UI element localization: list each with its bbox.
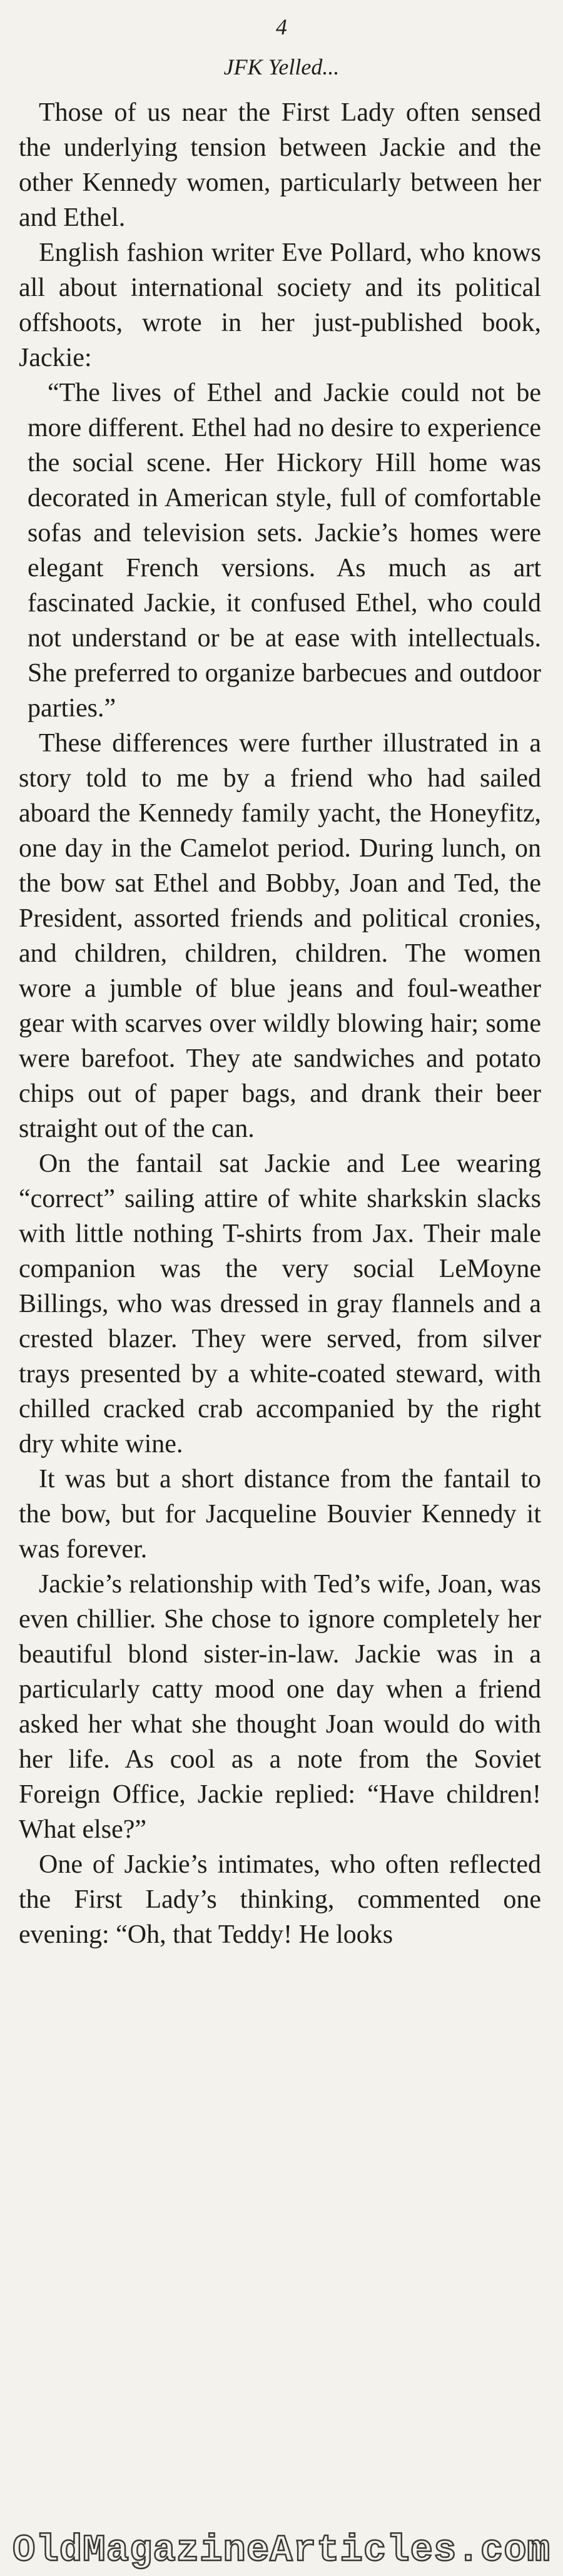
paragraph-quote: “The lives of Ethel and Jackie could not be more different. Ethel had no desire to experience the social scene. Her Hickory Hill home was decorated in American style, full of comfortable sofas and television sets. Jackie’s homes were elegant French versions. As much as art fascinated Jackie, it confused Ethel, who could not understand or be at ease with intellectuals. She preferred to organize barbecues and outdoor parties.” [28, 379, 541, 723]
running-head: JFK Yelled... [223, 54, 340, 79]
watermark-banner [0, 2525, 563, 2570]
paragraph-fantail: On the fantail sat Jackie and Lee wearing “correct” sailing attire of white sharkskin slacks with little nothing T-shirts from Jax. Their male companion was the very social LeMoyne Billings, who was dressed in gray flannels and a crested blazer. They were served, from silver trays presented by a white-coated steward, with chilled cracked crab accompanied by the right dry white wine. [19, 1149, 541, 1459]
paragraph-teddy: One of Jackie’s intimates, who often reflected the First Lady’s thinking, commented one evening: “Oh, that Teddy! He looks [19, 1850, 541, 1949]
page-number: 4 [276, 14, 287, 39]
paragraph-joan: Jackie’s relationship with Ted’s wife, Joan, was even chillier. She chose to ignore completely her beautiful blond sister-in-law. Jackie was in a particularly catty mood one day when a friend asked her what she thought Joan would do with her life. As cool as a note from the Soviet Foreign Office, Jackie replied: “Have children! What else?” [19, 1570, 541, 1844]
watermark-logo [0, 2525, 563, 2570]
paragraph-pollard: English fashion writer Eve Pollard, who knows all about international society and its political offshoots, wrote in her just-published book, Jackie: [19, 238, 541, 372]
paragraph-intro: Those of us near the First Lady often sensed the underlying tension between Jackie and the other Kennedy women, particularly between her and Ethel. [19, 98, 541, 232]
paragraph-distance: It was but a short distance from the fantail to the bow, but for Jacqueline Bouvier Kennedy it was forever. [19, 1465, 541, 1564]
paragraph-yacht: These differences were further illustrated in a story told to me by a friend who had sailed aboard the Kennedy family yacht, the Honeyfitz, one day in the Camelot period. During lunch, on the bow sat Ethel and Bobby, Joan and Ted, the President, assorted friends and political cronies, and children, children, children. The women wore a jumble of blue jeans and foul-weather gear with scarves over wildly blowing hair; some were barefoot. They ate sandwiches and potato chips out of paper bags, and drank their beer straight out of the can. [19, 729, 541, 1143]
svg-text:OldMagazineArticles.com: OldMagazineArticles.com [13, 2530, 551, 2570]
article-body [19, 95, 541, 2498]
